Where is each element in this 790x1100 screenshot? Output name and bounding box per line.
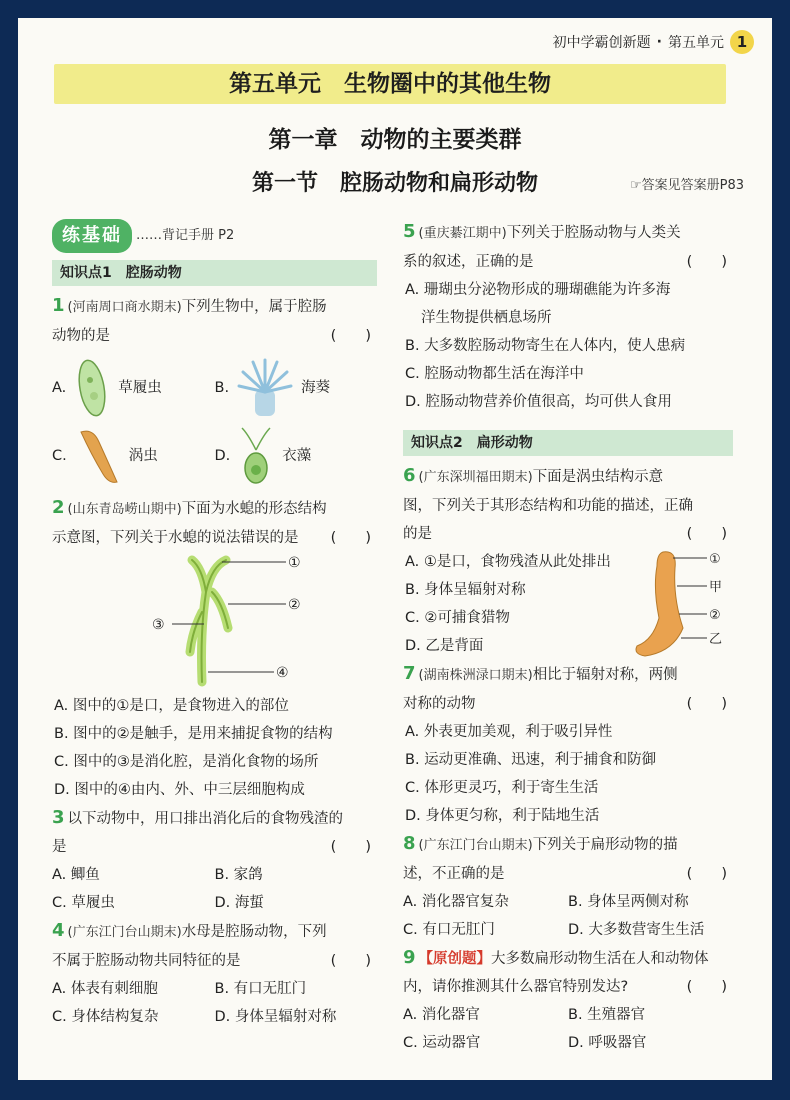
- header-unit: 第五单元: [668, 35, 724, 51]
- question-stem: 示意图，下列关于水螅的说法错误的是: [52, 530, 299, 546]
- question-number: 5: [403, 221, 416, 242]
- question-stem: 对称的动物: [403, 696, 476, 712]
- practice-note: ……背记手册 P2: [136, 228, 235, 243]
- option-a[interactable]: A. 消化器官: [403, 1007, 480, 1023]
- question-stem: 的是: [403, 526, 432, 542]
- option-b[interactable]: B. 家鸽: [214, 867, 263, 883]
- option-letter: A.: [52, 380, 67, 396]
- option-b[interactable]: B. 图中的②是触手，是用来捕捉食物的结构: [54, 726, 333, 742]
- knowledge-point-2: [403, 430, 733, 456]
- question-source: (广东深圳福田期末): [418, 470, 533, 485]
- series-name: 初中学霸创新题: [552, 35, 651, 51]
- option-c[interactable]: C. 体形更灵巧，利于寄生生活: [405, 780, 599, 796]
- option-d[interactable]: D. 海蜇: [214, 895, 264, 911]
- answer-blank[interactable]: ( ): [686, 979, 727, 995]
- page-number: 1: [730, 30, 754, 54]
- option-images: [52, 354, 377, 490]
- option-a[interactable]: A. 体表有刺细胞: [52, 981, 158, 997]
- original-question-tag: 【原创题】: [418, 951, 492, 967]
- option-d[interactable]: D. 身体呈辐射对称: [214, 1009, 337, 1025]
- option-letter: C.: [52, 448, 67, 464]
- planarian-diagram-icon: [623, 548, 733, 660]
- answer-blank[interactable]: ( ): [686, 254, 727, 270]
- question-8: [403, 830, 733, 944]
- option-a[interactable]: A. ①是口，食物残渣从此处排出: [405, 554, 611, 570]
- option-b[interactable]: [215, 354, 378, 422]
- question-9: [403, 944, 733, 1057]
- kp-title: 腔肠动物: [125, 265, 182, 281]
- option-b[interactable]: B. 有口无肛门: [214, 981, 307, 997]
- label-2: ②: [709, 608, 721, 623]
- question-stem: 相比于辐射对称，两侧: [532, 667, 678, 683]
- chapter-title: 第一章 动物的主要类群: [268, 127, 522, 153]
- answer-blank[interactable]: ( ): [330, 839, 371, 855]
- header-separator: ·: [656, 34, 662, 50]
- left-column: [52, 218, 377, 1031]
- question-stem: 是: [52, 839, 67, 855]
- option-a[interactable]: A. 图中的①是口，是食物进入的部位: [54, 698, 289, 714]
- answer-blank[interactable]: ( ): [686, 866, 727, 882]
- question-number: 9: [403, 947, 416, 968]
- option-b[interactable]: B. 生殖器官: [568, 1007, 646, 1023]
- question-source: (山东青岛崂山期中): [67, 502, 182, 517]
- section-title: 第一节 腔肠动物和扁形动物: [251, 171, 538, 196]
- question-number: 2: [52, 497, 65, 518]
- question-number: 4: [52, 920, 65, 941]
- option-c[interactable]: C. ②可捕食猎物: [405, 610, 510, 626]
- chlamydomonas-icon: [236, 424, 276, 488]
- practice-header: [52, 218, 377, 254]
- answer-blank[interactable]: ( ): [330, 530, 371, 546]
- question-number: 7: [403, 663, 416, 684]
- question-stem: 下列关于扁形动物的描: [532, 837, 678, 853]
- textbook-page: [18, 18, 772, 1080]
- question-source: (重庆綦江期中): [418, 226, 507, 241]
- option-text: 海葵: [301, 380, 331, 396]
- question-1: [52, 292, 377, 490]
- question-stem: 内，请你推测其什么器官特别发达?: [403, 979, 629, 995]
- option-a[interactable]: A. 外表更加美观，利于吸引异性: [405, 724, 613, 740]
- option-a[interactable]: A. 消化器官复杂: [403, 894, 509, 910]
- option-c[interactable]: C. 腔肠动物都生活在海洋中: [405, 366, 584, 382]
- question-stem: 水母是腔肠动物，下列: [181, 924, 327, 940]
- question-source: (河南周口商水期末): [67, 300, 182, 315]
- question-6: [403, 462, 733, 660]
- question-5: [403, 218, 733, 416]
- question-number: 3: [52, 807, 65, 828]
- question-stem: 下面是涡虫结构示意: [532, 469, 664, 485]
- answer-blank[interactable]: ( ): [330, 953, 371, 969]
- question-stem: 下列关于腔肠动物与人类关: [506, 225, 681, 241]
- practice-badge: 练基础: [52, 219, 132, 253]
- question-stem: 大多数扁形动物生活在人和动物体: [491, 951, 709, 967]
- label-1: ①: [288, 555, 301, 571]
- question-3: [52, 804, 377, 917]
- hydra-diagram: [52, 552, 377, 692]
- question-stem: 不属于腔肠动物共同特征的是: [52, 953, 241, 969]
- question-2: [52, 494, 377, 804]
- planarian-icon: [73, 424, 123, 488]
- sea-anemone-icon: [235, 356, 295, 420]
- option-a-cont: 洋生物提供栖息场所: [421, 310, 552, 326]
- option-c[interactable]: [52, 422, 215, 490]
- option-d[interactable]: D. 乙是背面: [405, 638, 484, 654]
- label-3: ③: [152, 617, 165, 633]
- option-c[interactable]: C. 有口无肛门: [403, 922, 495, 938]
- label-yi: 乙: [709, 632, 723, 647]
- option-a[interactable]: A. 鲫鱼: [52, 867, 100, 883]
- question-stem: 述，不正确的是: [403, 866, 505, 882]
- option-letter: B.: [214, 380, 230, 396]
- question-4: [52, 917, 377, 1031]
- option-d[interactable]: D. 大多数营寄生生活: [568, 922, 705, 938]
- label-4: ④: [276, 665, 289, 681]
- answer-blank[interactable]: ( ): [686, 526, 727, 542]
- hydra-icon: [52, 552, 377, 692]
- question-stem: 动物的是: [52, 328, 110, 344]
- option-b[interactable]: B. 身体呈两侧对称: [568, 894, 689, 910]
- answer-reference: ☞答案见答案册P83: [629, 178, 744, 193]
- option-c[interactable]: C. 运动器官: [403, 1035, 481, 1051]
- kp-title: 扁形动物: [476, 435, 533, 451]
- question-number: 1: [52, 295, 65, 316]
- option-a[interactable]: [52, 354, 215, 422]
- answer-blank[interactable]: ( ): [686, 696, 727, 712]
- option-a[interactable]: A. 珊瑚虫分泌物形成的珊瑚礁能为许多海: [405, 282, 671, 298]
- knowledge-point-1: [52, 260, 377, 286]
- option-letter: D.: [214, 448, 231, 464]
- question-source: (广东江门台山期末): [67, 925, 182, 940]
- option-d[interactable]: D. 呼吸器官: [568, 1035, 647, 1051]
- option-b[interactable]: B. 运动更准确、迅速，利于捕食和防御: [405, 752, 657, 768]
- question-stem: 图，下列关于其形态结构和功能的描述，正确: [403, 498, 693, 514]
- option-c[interactable]: C. 身体结构复杂: [52, 1009, 159, 1025]
- question-stem: 以下动物中，用口排出消化后的食物残渣的: [67, 811, 344, 827]
- question-stem: 系的叙述，正确的是: [403, 254, 534, 270]
- question-7: [403, 660, 733, 830]
- label-2: ②: [288, 597, 301, 613]
- question-stem: 下面为水螅的形态结构: [181, 501, 327, 517]
- paramecium-icon: [72, 356, 112, 420]
- question-source: (湖南株洲渌口期末): [418, 668, 533, 683]
- answer-blank[interactable]: ( ): [330, 328, 371, 344]
- option-text: 涡虫: [128, 448, 158, 464]
- option-text: 草履虫: [118, 380, 162, 396]
- option-b[interactable]: B. 大多数腔肠动物寄生在人体内，使人患病: [405, 338, 686, 354]
- right-column: [403, 218, 733, 1057]
- question-number: 6: [403, 465, 416, 486]
- kp-number: 知识点2: [411, 435, 463, 451]
- kp-number: 知识点1: [60, 265, 112, 281]
- option-c[interactable]: C. 草履虫: [52, 895, 115, 911]
- question-number: 8: [403, 833, 416, 854]
- running-header: [553, 30, 754, 54]
- option-text: 衣藻: [282, 448, 312, 464]
- question-source: (广东江门台山期末): [418, 838, 533, 853]
- label-1: ①: [709, 552, 721, 567]
- option-d[interactable]: [215, 422, 378, 490]
- option-c[interactable]: C. 图中的③是消化腔，是消化食物的场所: [54, 754, 319, 770]
- option-b[interactable]: B. 身体呈辐射对称: [405, 582, 526, 598]
- option-d[interactable]: D. 腔肠动物营养价值很高，均可供人食用: [405, 394, 672, 410]
- label-jia: 甲: [709, 580, 723, 595]
- option-d[interactable]: D. 身体更匀称，利于陆地生活: [405, 808, 600, 824]
- option-d[interactable]: D. 图中的④由内、外、中三层细胞构成: [54, 782, 305, 798]
- question-stem: 下列生物中，属于腔肠: [181, 299, 327, 315]
- unit-title: 第五单元 生物圈中的其他生物: [54, 64, 726, 104]
